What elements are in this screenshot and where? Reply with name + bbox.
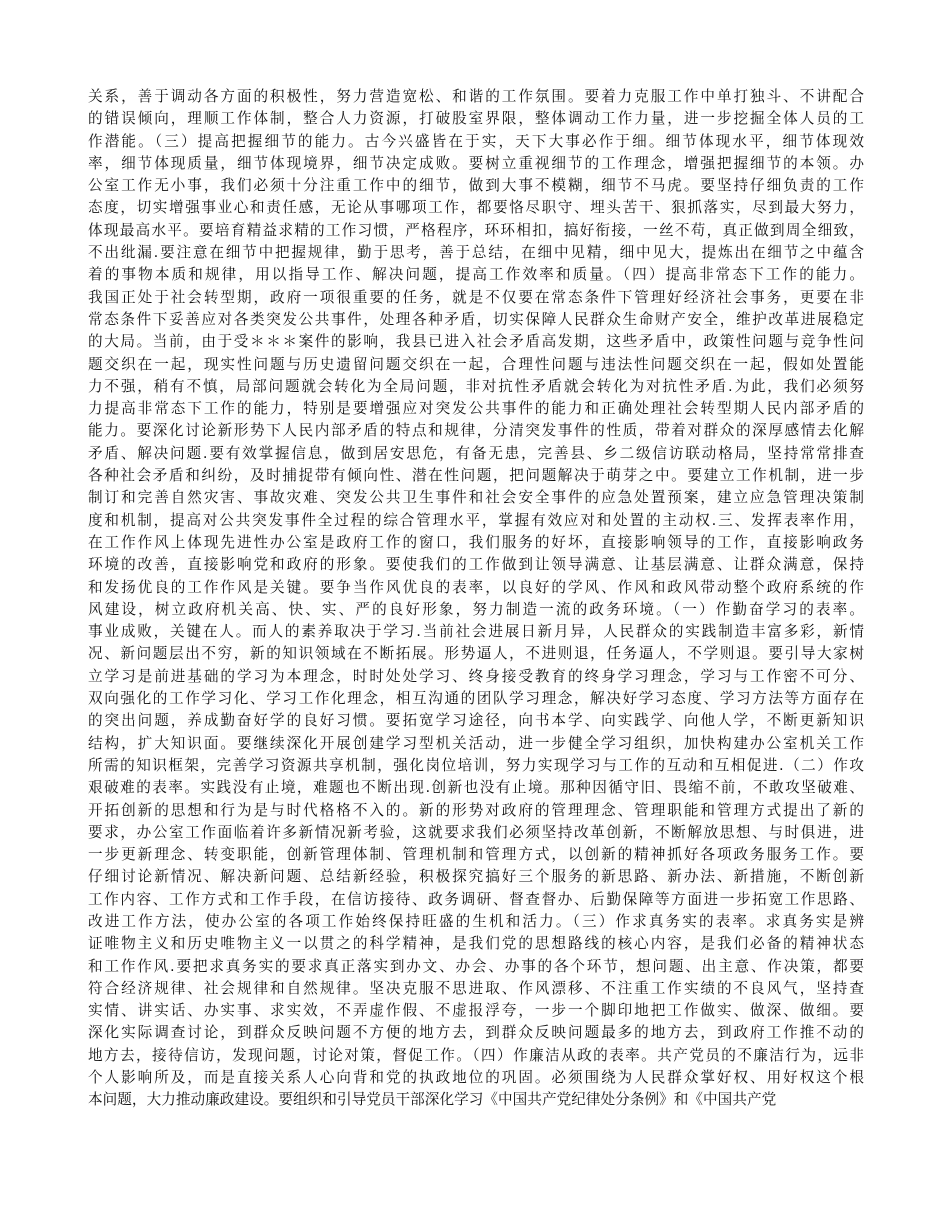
text-line: 力不强，稍有不慎，局部问题就会转化为全局问题，非对抗性矛盾就会转化为对抗性矛盾.为此，我们必须努 xyxy=(88,377,864,395)
text-line: 我国正处于社会转型期，政府一项很重要的任务，就是不仅要在常态条件下管理好经济社会事务，更要在非 xyxy=(88,288,864,306)
text-line: 况、新问题层出不穷，新的知识领域在不断拓展。形势逼人，不进则退，任务逼人，不学则退。要引导大家树 xyxy=(88,645,864,663)
text-line: 不出纰漏.要注意在细节中把握规律，勤于思考，善于总结，在细中见精，细中见大，提炼出在细节之中蕴含 xyxy=(88,244,864,262)
text-line: 在工作作风上体现先进性办公室是政府工作的窗口，我们服务的好坏，直接影响领导的工作，直接影响政务 xyxy=(88,533,864,551)
text-line: 态度，切实增强事业心和责任感，无论从事哪项工作，都要恪尽职守、埋头苦干、狠抓落实，尽到最大努力， xyxy=(88,199,864,217)
text-line: 作潜能。（三）提高把握细节的能力。古今兴盛皆在于实，天下大事必作于细。细节体现水平，细节体现效 xyxy=(88,132,864,150)
text-line: 各种社会矛盾和纠纷，及时捕捉带有倾向性、潜在性问题，把问题解决于萌芽之中。要建立工作机制，进一步 xyxy=(88,467,864,485)
text-line: 符合经济规律、社会规律和自然规律。坚决克服不思进取、作风漂移、不注重工作实绩的不良风气，坚持查 xyxy=(88,979,864,997)
text-line: 证唯物主义和历史唯物主义一以贯之的科学精神，是我们党的思想路线的核心内容，是我们必备的精神状态 xyxy=(88,935,864,953)
text-line: 矛盾、解决问题.要有效掌握信息，做到居安思危，有备无患，完善县、乡二级信访联动格局，坚持常常排查 xyxy=(88,444,864,462)
text-line: 的错误倾向，理顺工作体制，整合人力资源，打破股室界限，整体调动工作力量，进一步挖掘全体人员的工 xyxy=(88,110,864,128)
text-line: 开拓创新的思想和行为是与时代格格不入的。新的形势对政府的管理理念、管理职能和管理方式提出了新的 xyxy=(88,801,864,819)
text-line: 所需的知识框架，完善学习资源共享机制，强化岗位培训，努力实现学习与工作的互动和互相促进.（二）作攻 xyxy=(88,756,864,774)
text-line: 实情、讲实话、办实事、求实效，不弄虚作假、不虚报浮夸，一步一个脚印地把工作做实、做深、做细。要 xyxy=(88,1002,864,1020)
body-text xyxy=(88,86,864,1112)
text-line: 题交织在一起，现实性问题与历史遗留问题交织在一起，合理性问题与违法性问题交织在一起，假如处置能 xyxy=(88,355,864,373)
text-line: 环境的改善，直接影响党和政府的形象。要使我们的工作做到让领导满意、让基层满意、让群众满意，保持 xyxy=(88,556,864,574)
text-line: 的突出问题，养成勤奋好学的良好习惯。要拓宽学习途径，向书本学、向实践学、向他人学，不断更新知识 xyxy=(88,712,864,730)
text-line: 风建设，树立政府机关高、快、实、严的良好形象，努力制造一流的政务环境。（一）作勤奋学习的表率。 xyxy=(88,600,864,618)
text-line: 立学习是前进基础的学习为本理念，时时处处学习、终身接受教育的终身学习理念，学习与工作密不可分、 xyxy=(88,667,864,685)
text-line: 度和机制，提高对公共突发事件全过程的综合管理水平，掌握有效应对和处置的主动权.三、发挥表率作用， xyxy=(88,511,864,529)
text-line: 公室工作无小事，我们必须十分注重工作中的细节，做到大事不模糊，细节不马虎。要坚持仔细负责的工作 xyxy=(88,177,864,195)
text-line: 深化实际调查讨论，到群众反映问题不方便的地方去，到群众反映问题最多的地方去，到政府工作推不动的 xyxy=(88,1024,864,1042)
text-line: 事业成败，关键在人。而人的素养取决于学习.当前社会进展日新月异，人民群众的实践制造丰富多彩，新情 xyxy=(88,623,864,641)
text-line: 和发扬优良的工作作风是关键。要争当作风优良的表率，以良好的学风、作风和政风带动整个政府系统的作 xyxy=(88,578,864,596)
text-line: 常态条件下妥善应对各类突发公共事件，处理各种矛盾，切实保障人民群众生命财产安全，维护改革进展稳定 xyxy=(88,310,864,328)
text-line: 关系，善于调动各方面的积极性，努力营造宽松、和谐的工作氛围。要着力克服工作中单打独斗、不讲配合 xyxy=(88,88,864,105)
text-line: 本问题，大力推动廉政建设。要组织和引导党员干部深化学习《中国共产党纪律处分条例》和《中国共产党 xyxy=(88,1091,777,1109)
text-line: 力提高非常态下工作的能力，特别是要增强应对突发公共事件的能力和正确处理社会转型期人民内部矛盾的 xyxy=(88,400,864,418)
text-line: 和工作作风.要把求真务实的要求真正落实到办文、办会、办事的各个环节，想问题、出主意、作决策，都要 xyxy=(88,957,864,975)
text-line: 要求，办公室工作面临着许多新情况新考验，这就要求我们必须坚持改革创新，不断解放思想、与时俱进，进 xyxy=(88,823,864,841)
text-line: 双向强化的工作学习化、学习工作化理念，相互沟通的团队学习理念，解决好学习态度、学习方法等方面存在 xyxy=(88,690,864,708)
text-line: 个人影响所及，而是直接关系人心向背和党的执政地位的巩固。必须围绕为人民群众掌好权、用好权这个根 xyxy=(88,1069,864,1087)
text-line: 艰破难的表率。实践没有止境，难题也不断出现.创新也没有止境。那种因循守旧、畏缩不前，不敢攻坚破难、 xyxy=(88,779,864,797)
text-line: 体现最高水平。要培育精益求精的工作习惯，严格程序，环环相扣，搞好衔接，一丝不苟，真正做到周全细致， xyxy=(88,221,864,239)
text-line: 仔细讨论新情况、解决新问题、总结新经验，积极探究搞好三个服务的新思路、新办法、新措施，不断创新 xyxy=(88,868,864,886)
text-line: 制订和完善自然灾害、事故灾难、突发公共卫生事件和社会安全事件的应急处置预案，建立应急管理决策制 xyxy=(88,489,864,507)
text-line: 一步更新理念、转变职能，创新管理体制、管理机制和管理方式，以创新的精神抓好各项政务服务工作。要 xyxy=(88,846,864,864)
text-line: 着的事物本质和规律，用以指导工作、解决问题，提高工作效率和质量。（四）提高非常态下工作的能力。 xyxy=(88,266,864,284)
text-line: 的大局。当前，由于受＊＊＊案件的影响，我县已进入社会矛盾高发期，这些矛盾中，政策性问题与竞争性问 xyxy=(88,333,864,351)
text-line: 改进工作方法，使办公室的各项工作始终保持旺盛的生机和活力。（三）作求真务实的表率。求真务实是辨 xyxy=(88,912,864,930)
text-line: 结构，扩大知识面。要继续深化开展创建学习型机关活动，进一步健全学习组织，加快构建办公室机关工作 xyxy=(88,734,864,752)
text-line: 地方去，接待信访，发现问题，讨论对策，督促工作。（四）作廉洁从政的表率。共产党员的不廉洁行为，远非 xyxy=(88,1046,864,1064)
text-line: 工作内容、工作方式和工作手段，在信访接待、政务调研、督查督办、后勤保障等方面进一步拓宽工作思路、 xyxy=(88,890,864,908)
text-line: 率，细节体现质量，细节体现境界，细节决定成败。要树立重视细节的工作理念，增强把握细节的本领。办 xyxy=(88,154,864,172)
text-line: 能力。要深化讨论新形势下人民内部矛盾的特点和规律，分清突发事件的性质，带着对群众的深厚感情去化解 xyxy=(88,422,864,440)
